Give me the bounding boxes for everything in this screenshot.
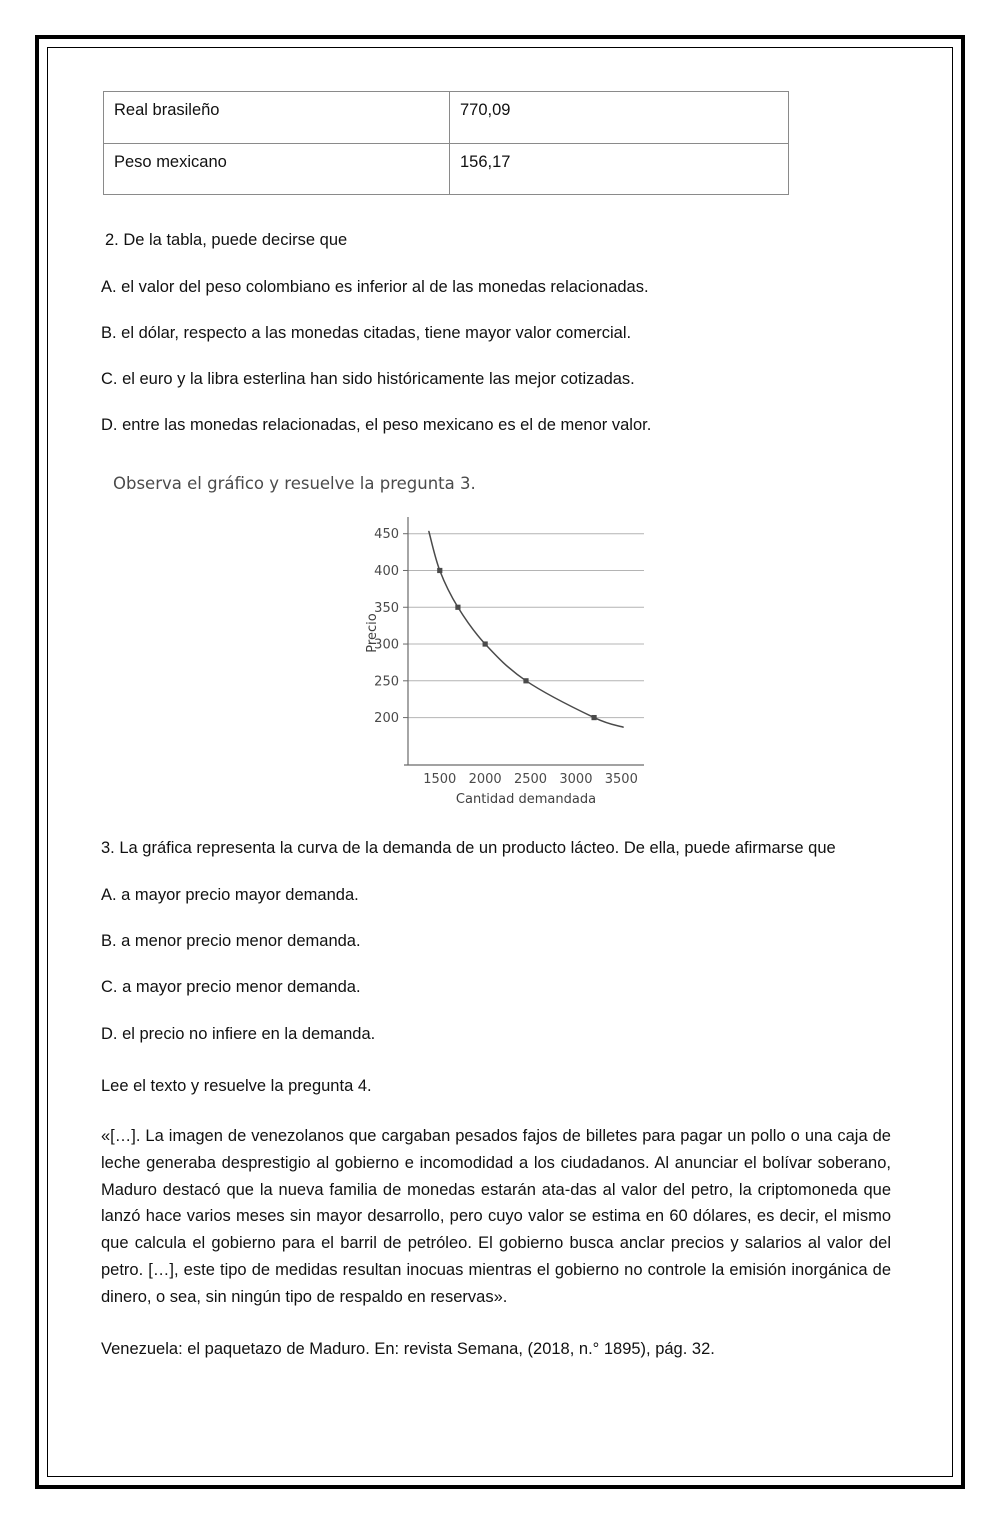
question-4-source: Venezuela: el paquetazo de Maduro. En: revista Semana, (2018, n.° 1895), pág. 32.	[101, 1340, 715, 1359]
question-2-option-b: B. el dólar, respecto a las monedas citadas, tiene mayor valor comercial.	[101, 323, 632, 342]
data-point-marker	[483, 641, 488, 646]
x-axis-title: Cantidad demandada	[455, 791, 597, 807]
x-tick-label: 3000	[559, 771, 593, 787]
demand-curve-line	[429, 531, 623, 727]
question-4-lead: Lee el texto y resuelve la pregunta 4.	[101, 1077, 372, 1095]
y-tick-label: 350	[374, 600, 399, 616]
y-axis-title: Precio	[365, 613, 380, 653]
y-tick-label: 400	[374, 563, 399, 579]
question-3-option-c: C. a mayor precio menor demanda.	[101, 978, 361, 997]
page-border-outer	[35, 35, 965, 1489]
data-point-marker	[591, 715, 596, 720]
currency-value-cell: 770,09	[450, 92, 789, 144]
demand-curve-chart	[97, 509, 915, 809]
question-2-option-a: A. el valor del peso colombiano es inferior al de las monedas relacionadas.	[101, 277, 649, 296]
data-point-marker	[437, 568, 442, 573]
y-tick-label: 450	[374, 527, 399, 543]
question-3-option-b: B. a menor precio menor demanda.	[101, 932, 361, 951]
table-row	[104, 143, 789, 195]
page-content	[97, 91, 915, 1501]
question-3-option-d: D. el precio no infiere en la demanda.	[101, 1024, 376, 1043]
table-row	[104, 92, 789, 144]
y-tick-label: 200	[374, 710, 399, 726]
question-3-option-a: A. a mayor precio mayor demanda.	[101, 885, 359, 904]
y-tick-label: 300	[374, 637, 399, 653]
demand-curve-svg	[356, 509, 656, 809]
data-point-marker	[455, 605, 460, 610]
x-tick-label: 2000	[468, 771, 502, 787]
currency-table	[103, 91, 789, 195]
currency-value-cell: 156,17	[450, 143, 789, 195]
x-tick-label: 2500	[513, 771, 548, 787]
question-4-passage: «[…]. La imagen de venezolanos que cargaban pesados fajos de billetes para pagar un pollo o una caja de leche generaba desprestigio al gobierno e incomodidad a los ciudadanos. Al anunciar el bolívar soberano, Maduro destacó que la nueva familia de monedas estarán ata-das al valor del petro, la criptomoneda que lanzó hace varios meses sin mayor desarrollo, pero cuyo valor se estima en 60 dólares, es decir, el mismo que calcula el gobierno para el barril de petróleo. El gobierno busca anclar precios y salarios al valor del petro. […], este tipo de medidas resultan inocuas mientras el gobierno no controle la emisión inorgánica de dinero, o sea, sin ningún tipo de respaldo en reservas».	[101, 1127, 891, 1306]
y-tick-label: 250	[374, 674, 399, 690]
question-3-stem: 3. La gráfica representa la curva de la demanda de un producto lácteo. De ella, puede afirmarse que	[101, 838, 836, 857]
currency-name-cell: Real brasileño	[104, 92, 450, 144]
question-2-option-c: C. el euro y la libra esterlina han sido históricamente las mejor cotizadas.	[101, 370, 635, 389]
question-2-option-d: D. entre las monedas relacionadas, el peso mexicano es el de menor valor.	[101, 416, 652, 435]
x-tick-label: 3500	[604, 771, 638, 787]
x-tick-label: 1500	[423, 771, 457, 787]
data-point-marker	[523, 678, 528, 683]
currency-name-cell: Peso mexicano	[104, 143, 450, 195]
question-2-stem: 2. De la tabla, puede decirse que	[105, 231, 348, 250]
chart-instruction: Observa el gráfico y resuelve la pregunta 3.	[113, 473, 476, 493]
